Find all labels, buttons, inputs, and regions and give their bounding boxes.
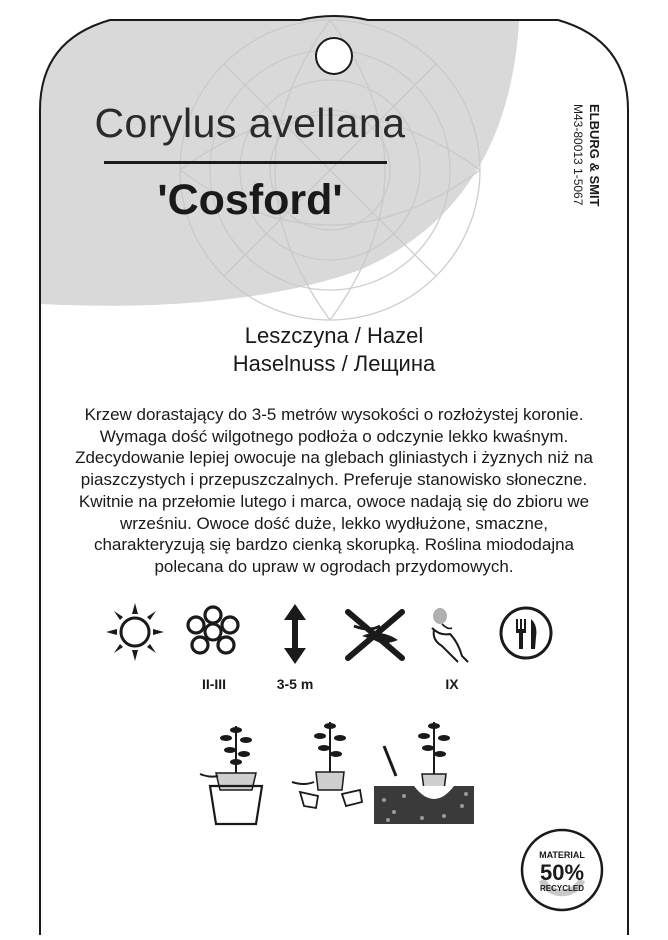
brand-code: M43-80013 1-5067	[571, 104, 585, 206]
potted-plant-illustration	[196, 718, 276, 828]
title-divider	[104, 161, 387, 164]
sun-icon	[106, 603, 164, 661]
badge-line3: RECYCLED	[539, 884, 585, 893]
harvest-icon-label: IX	[445, 676, 459, 692]
common-names-line1: Leszczyna / Hazel	[244, 323, 424, 348]
common-names	[134, 322, 534, 378]
common-names-line2: Haselnuss / Лещина	[232, 351, 436, 376]
recycled-material-badge	[520, 828, 604, 912]
brand-vertical-text	[560, 100, 610, 250]
planting-in-soil-illustration	[374, 716, 474, 828]
badge-line2: 50%	[539, 860, 585, 885]
latin-name: Corylus avellana	[94, 100, 406, 146]
badge-line1: MATERIAL	[539, 850, 585, 860]
flower-icon-label: II-III	[201, 676, 227, 692]
pruning-icon	[340, 606, 410, 664]
flower-icon	[186, 605, 240, 659]
unpotting-illustration	[290, 716, 370, 816]
cultivar-name: 'Cosford'	[157, 176, 343, 224]
harvest-icon	[428, 606, 472, 664]
edible-icon	[498, 605, 554, 661]
plant-description: Krzew dorastający do 3-5 metrów wysokości o rozłożystej koronie. Wymaga dość wilgotnego podłoża o odczynie lekko kwaśnym. Zdecydowanie lepiej owocuje na glebach gliniastych i żyznych niż na piaszczystych i przepuszczalnych. Preferuje stanowisko słoneczne. Kwitnie na przełomie lutego i marca, owoce nadają się do zbioru we wrześniu. Owoce dość duże, lekko wydłużone, smaczne, charakteryzują się bardzo cienką skorupką. Roślina miododajna polecana do upraw w ogrodach przydomowych.	[75, 405, 593, 576]
height-icon-label: 3-5 m	[276, 676, 314, 692]
brand-name: ELBURG & SMIT	[587, 104, 602, 207]
height-icon	[282, 604, 308, 664]
